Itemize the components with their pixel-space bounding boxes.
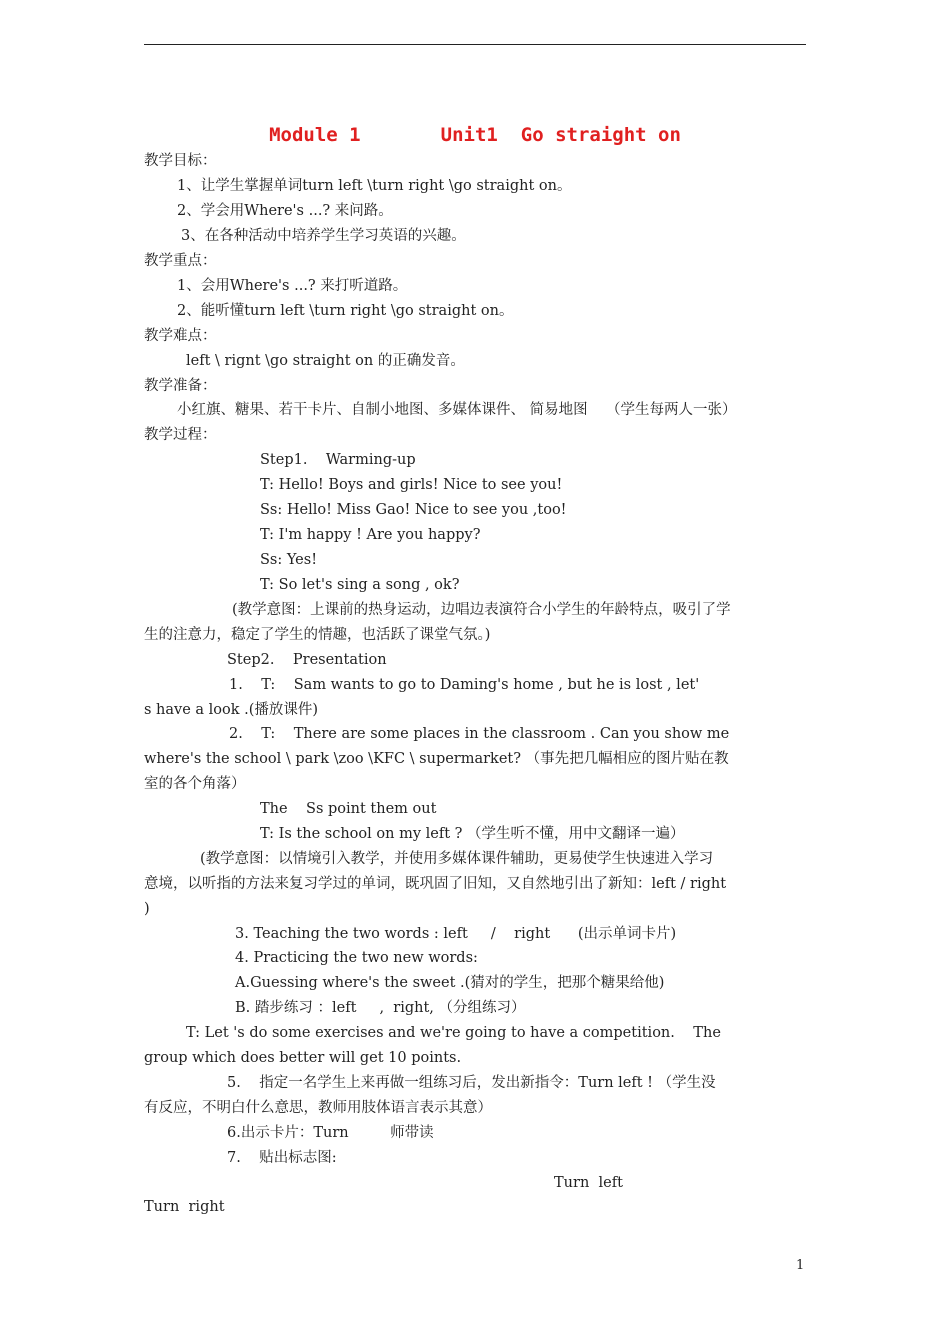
presentation-item: 3. Teaching the two words : left / right (出示单词卡片)	[235, 926, 677, 942]
difficulties-heading: 教学难点：	[144, 328, 217, 344]
difficulty-item: left \ rignt \go straight on 的正确发音。	[186, 353, 465, 369]
objective-item: 1、让学生掌握单词turn left \turn right \go straight on。	[177, 178, 572, 194]
teaching-note: )	[144, 901, 150, 917]
dialogue-line: Ss: Yes!	[260, 552, 318, 568]
sign-label-left: Turn left	[554, 1175, 623, 1191]
preparation-text: 小红旗、糖果、若干卡片、自制小地图、多媒体课件、 简易地图 （学生每两人一张）	[177, 402, 737, 418]
presentation-item: 6.出示卡片：Turn 师带读	[227, 1125, 434, 1141]
objective-item: 3、在各种活动中培养学生学习英语的兴趣。	[181, 228, 466, 244]
key-point-item: 2、能听懂turn left \turn right \go straight on。	[177, 303, 514, 319]
teaching-note: 意境，以听指的方法来复习学过的单词，既巩固了旧知，又自然地引出了新知：left / right	[144, 876, 727, 892]
presentation-item: 有反应，不明白什么意思，教师用肢体语言表示其意）	[144, 1100, 492, 1116]
sign-label-right: Turn right	[144, 1199, 225, 1215]
key-point-item: 1、会用Where's ...? 来打听道路。	[177, 278, 408, 294]
teaching-note: 生的注意力，稳定了学生的情趣，也活跃了课堂气氛。)	[144, 627, 491, 643]
key-points-heading: 教学重点：	[144, 253, 217, 269]
header-rule	[144, 44, 806, 45]
presentation-item: s have a look .(播放课件)	[144, 702, 319, 718]
dialogue-line: group which does better will get 10 points.	[144, 1050, 462, 1066]
page-number: 1	[796, 1258, 805, 1273]
teaching-note: (教学意图：上课前的热身运动，边唱边表演符合小学生的年龄特点，吸引了学	[232, 602, 731, 618]
presentation-item: T: Is the school on my left ? （学生听不懂，用中文翻译一遍）	[260, 826, 685, 842]
step2-heading: Step2. Presentation	[227, 652, 387, 668]
preparation-heading: 教学准备：	[144, 378, 217, 394]
document-title: Module 1 Unit1 Go straight on	[269, 124, 681, 146]
presentation-item: 5. 指定一名学生上来再做一组练习后，发出新指令：Turn left ! （学生没	[227, 1075, 716, 1091]
presentation-item: 1. T: Sam wants to go to Daming's home , but he is lost , let'	[229, 677, 700, 693]
dialogue-line: Ss: Hello! Miss Gao! Nice to see you ,too!	[260, 502, 567, 518]
dialogue-line: T: Hello! Boys and girls! Nice to see you!	[260, 477, 563, 493]
objective-item: 2、学会用Where's ...? 来问路。	[177, 203, 393, 219]
presentation-item: where's the school \ park \zoo \KFC \ supermarket? （事先把几幅相应的图片贴在教	[144, 751, 729, 767]
presentation-item: A.Guessing where's the sweet .(猜对的学生，把那个糖果给他)	[235, 975, 665, 991]
presentation-item: The Ss point them out	[260, 801, 437, 817]
presentation-item: 室的各个角落）	[144, 776, 246, 792]
process-heading: 教学过程：	[144, 427, 217, 443]
step1-heading: Step1. Warming-up	[260, 452, 416, 468]
objectives-heading: 教学目标：	[144, 153, 217, 169]
presentation-item: 4. Practicing the two new words:	[235, 950, 478, 966]
dialogue-line: T: Let 's do some exercises and we're going to have a competition. The	[186, 1025, 721, 1041]
dialogue-line: T: So let's sing a song , ok?	[260, 577, 460, 593]
presentation-item: B. 踏步练习 ：left , right, （分组练习）	[235, 1000, 526, 1016]
dialogue-line: T: I'm happy ! Are you happy?	[260, 527, 481, 543]
teaching-note: (教学意图：以情境引入教学，并使用多媒体课件辅助，更易使学生快速进入学习	[200, 851, 714, 867]
presentation-item: 2. T: There are some places in the classroom . Can you show me	[229, 726, 730, 742]
presentation-item: 7. 贴出标志图:	[227, 1150, 337, 1166]
